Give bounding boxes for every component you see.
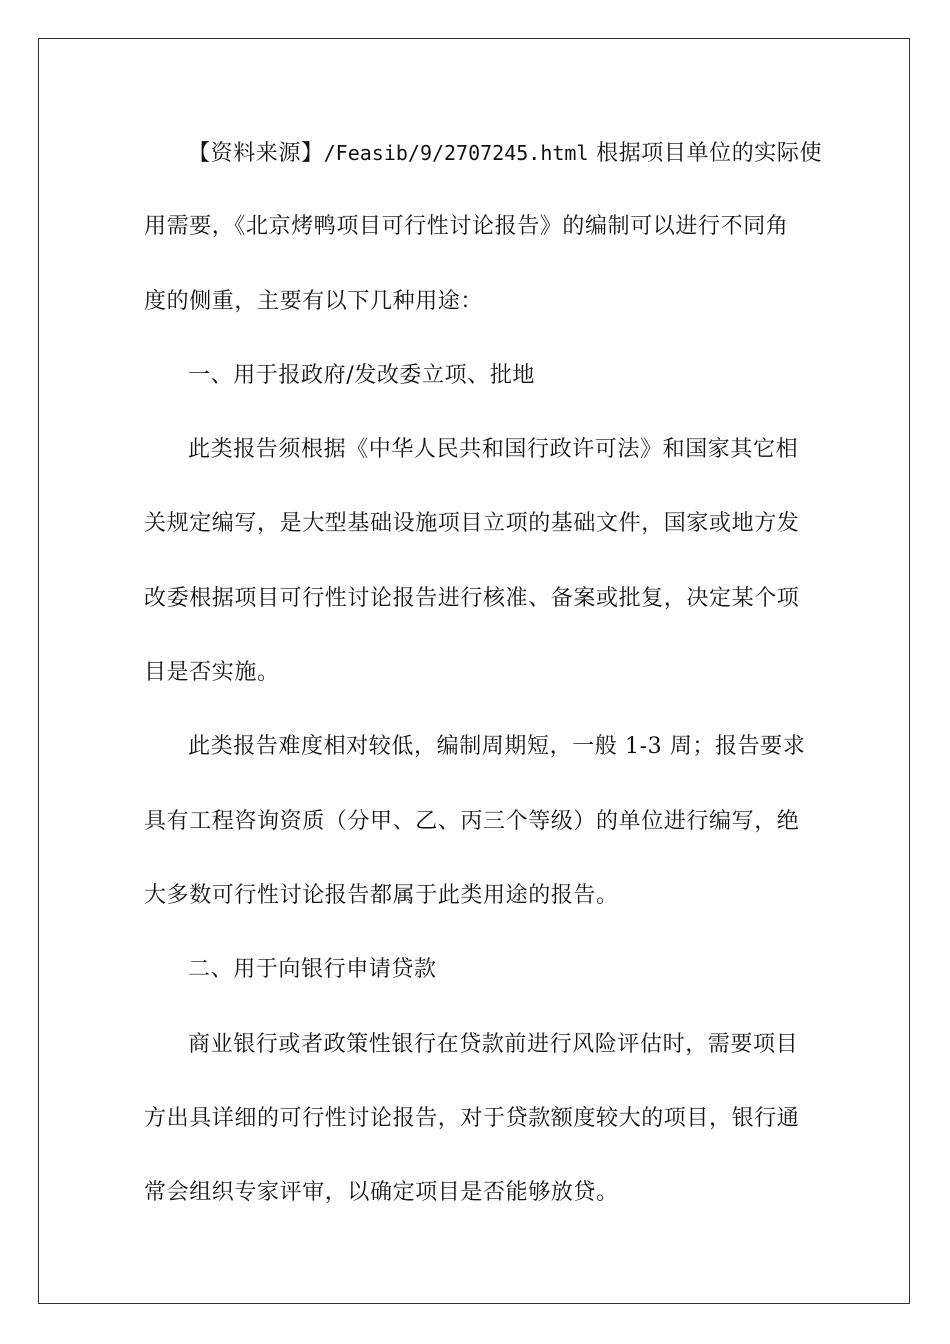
source-label: 【资料来源】 (188, 141, 324, 166)
source-line (144, 131, 823, 205)
section-heading: 一、用于报政府/发改委立项、批地 (188, 362, 536, 388)
text-line: 方出具详细的可行性讨论报告，对于贷款额度较大的项目，银行通 (144, 1105, 800, 1131)
text-fragment: 根据项目单位的实际使 (588, 141, 823, 166)
section-heading: 二、用于向银行申请贷款 (188, 957, 437, 983)
text-line: 用需要，《北京烤鸭项目可行性讨论报告》的编制可以进行不同角 (144, 214, 789, 240)
text-line: 改委根据项目可行性讨论报告进行核准、备案或批复，决定某个项 (144, 585, 800, 611)
text-line: 此类报告须根据《中华人民共和国行政许可法》和国家其它相 (188, 437, 799, 463)
text-line: 关规定编写，是大型基础设施项目立项的基础文件，国家或地方发 (144, 511, 800, 537)
text-line: 常会组织专家评审，以确定项目是否能够放贷。 (144, 1180, 619, 1206)
text-line: 商业银行或者政策性银行在贷款前进行风险评估时，需要项目 (188, 1031, 799, 1057)
text-line: 此类报告难度相对较低，编制周期短，一般 1-3 周；报告要求 (188, 734, 806, 760)
text-line: 大多数可行性讨论报告都属于此类用途的报告。 (144, 882, 619, 908)
text-line: 目是否实施。 (144, 660, 280, 686)
document-body (144, 131, 823, 1245)
source-path: /Feasib/9/2707245.html (323, 141, 589, 165)
text-line: 具有工程咨询资质（分甲、乙、丙三个等级）的单位进行编写，绝 (144, 808, 800, 834)
text-line: 度的侧重，主要有以下几种用途： (144, 288, 484, 314)
